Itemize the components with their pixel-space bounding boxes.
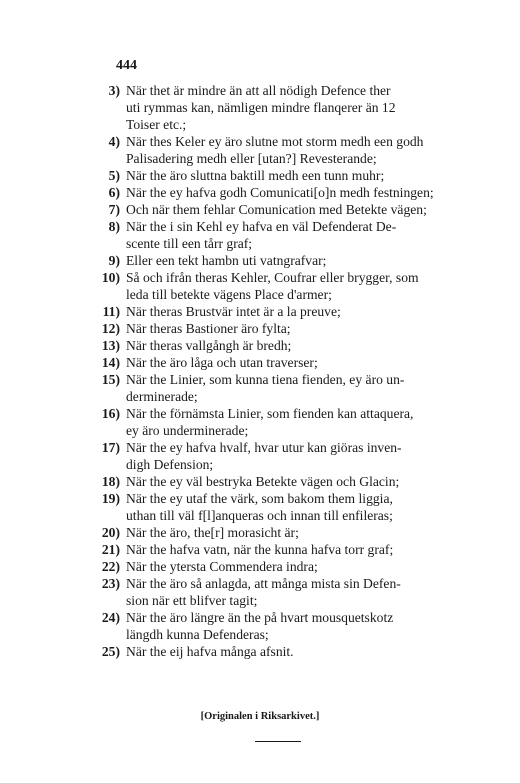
item-number: 11) — [102, 304, 120, 319]
item-text-line: Och när them fehlar Comunication med Betekte vägen; — [126, 202, 427, 217]
item-text — [126, 218, 476, 252]
item-text — [126, 167, 476, 184]
item-text-line: Eller een tekt hambn uti vatngrafvar; — [126, 253, 327, 268]
list-item — [100, 371, 476, 405]
item-number: 21) — [101, 542, 120, 557]
item-text — [126, 371, 476, 405]
item-number: 3) — [108, 83, 120, 98]
item-text-line: När the äro låga och utan traverser; — [126, 355, 318, 370]
item-text-line: När the i sin Kehl ey hafva en väl Defenderat De- — [126, 219, 397, 234]
item-text-line: När the eij hafva många afsnit. — [126, 644, 294, 659]
list-item — [100, 541, 476, 558]
item-text — [126, 201, 476, 218]
item-text-line: När the hafva vatn, när the kunna hafva torr graf; — [126, 542, 394, 557]
item-text-line: Så och ifrån theras Kehler, Coufrar eller brygger, som — [126, 270, 419, 285]
item-text-line: När the ey väl bestryka Betekte vägen och Glacin; — [126, 474, 400, 489]
item-number: 18) — [101, 474, 120, 489]
item-number: 19) — [101, 491, 120, 506]
item-text-line: derminerade; — [126, 389, 198, 404]
item-text-line: digh Defension; — [126, 457, 214, 472]
item-number: 23) — [101, 576, 120, 591]
item-number: 5) — [108, 168, 120, 183]
item-text — [126, 82, 476, 133]
item-text — [126, 320, 476, 337]
item-text-line: När theras Brustvär intet är a la preuve; — [126, 304, 341, 319]
item-text-line: När the äro så anlagda, att många mista sin Defen- — [126, 576, 401, 591]
item-text-line: längdh kunna Defenderas; — [126, 627, 269, 642]
item-number: 13) — [101, 338, 120, 353]
closing-rule — [255, 741, 301, 742]
item-text-line: sion när ett blifver tagit; — [126, 593, 258, 608]
item-text-line: När the ytersta Commendera indra; — [126, 559, 318, 574]
item-text — [126, 609, 476, 643]
list-item — [100, 405, 476, 439]
item-text-line: När the ey hafva godh Comunicati[o]n medh festningen; — [126, 185, 434, 200]
item-text — [126, 303, 476, 320]
item-text — [126, 184, 476, 201]
item-text — [126, 133, 476, 167]
list-item — [100, 575, 476, 609]
item-text-line: leda till betekte vägens Place d'armer; — [126, 287, 332, 302]
item-text — [126, 490, 476, 524]
item-number: 12) — [101, 321, 120, 336]
item-text — [126, 252, 476, 269]
item-number: 6) — [108, 185, 120, 200]
item-number: 10) — [101, 270, 120, 285]
item-number: 7) — [108, 202, 120, 217]
item-text-line: När the ey utaf the värk, som bakom them liggia, — [126, 491, 393, 506]
list-item — [100, 252, 476, 269]
list-item — [100, 354, 476, 371]
list-item — [100, 269, 476, 303]
list-item — [100, 524, 476, 541]
list-item — [100, 558, 476, 575]
item-text — [126, 473, 476, 490]
item-text — [126, 643, 476, 660]
item-text-line: När the äro sluttna baktill medh een tunn muhr; — [126, 168, 385, 183]
list-item — [100, 218, 476, 252]
numbered-list — [100, 82, 476, 660]
list-item — [100, 609, 476, 643]
item-number: 9) — [108, 253, 120, 268]
item-text-line: När theras Bastioner äro fylta; — [126, 321, 291, 336]
list-item — [100, 490, 476, 524]
item-text-line: När the förnämsta Linier, som fienden kan attaquera, — [126, 406, 414, 421]
item-number: 22) — [101, 559, 120, 574]
item-text — [126, 558, 476, 575]
list-item — [100, 167, 476, 184]
item-text — [126, 269, 476, 303]
item-text-line: När thet är mindre än att all nödigh Defence ther — [126, 83, 391, 98]
item-number: 14) — [101, 355, 120, 370]
item-number: 15) — [101, 372, 120, 387]
item-text — [126, 405, 476, 439]
page-number: 444 — [116, 58, 137, 73]
item-text-line: När the äro längre än the på hvart mousquetskotz — [126, 610, 394, 625]
item-number: 4) — [108, 134, 120, 149]
item-text-line: scente till een tårr graf; — [126, 236, 253, 251]
list-item — [100, 303, 476, 320]
list-item — [100, 133, 476, 167]
item-text-line: ey äro underminerade; — [126, 423, 249, 438]
item-text-line: När thes Keler ey äro slutne mot storm medh een godh — [126, 134, 424, 149]
item-text-line: När theras vallgångh är bredh; — [126, 338, 292, 353]
item-number: 24) — [101, 610, 120, 625]
archive-note: [Originalen i Riksarkivet.] — [200, 711, 320, 722]
list-item — [100, 184, 476, 201]
item-text-line: uthan till väl f[l]anqueras och innan till enfileras; — [126, 508, 393, 523]
item-text-line: Toiser etc.; — [126, 117, 187, 132]
item-number: 20) — [101, 525, 120, 540]
item-text-line: När the äro, the[r] morasicht är; — [126, 525, 299, 540]
item-text — [126, 575, 476, 609]
item-number: 8) — [108, 219, 120, 234]
list-item — [100, 643, 476, 660]
item-text — [126, 337, 476, 354]
list-item — [100, 473, 476, 490]
item-number: 16) — [101, 406, 120, 421]
item-text — [126, 439, 476, 473]
item-text — [126, 524, 476, 541]
item-text — [126, 354, 476, 371]
item-number: 17) — [101, 440, 120, 455]
item-text-line: När the Linier, som kunna tiena fienden, ey äro un- — [126, 372, 405, 387]
list-item — [100, 320, 476, 337]
item-text-line: uti rymmas kan, nämligen mindre flanqerer än 12 — [126, 100, 396, 115]
list-item — [100, 82, 476, 133]
list-item — [100, 201, 476, 218]
item-number: 25) — [101, 644, 120, 659]
list-item — [100, 337, 476, 354]
item-text-line: När the ey hafva hvalf, hvar utur kan giöras inven- — [126, 440, 402, 455]
item-text-line: Palisadering medh eller [utan?] Revesterande; — [126, 151, 377, 166]
item-text — [126, 541, 476, 558]
list-item — [100, 439, 476, 473]
